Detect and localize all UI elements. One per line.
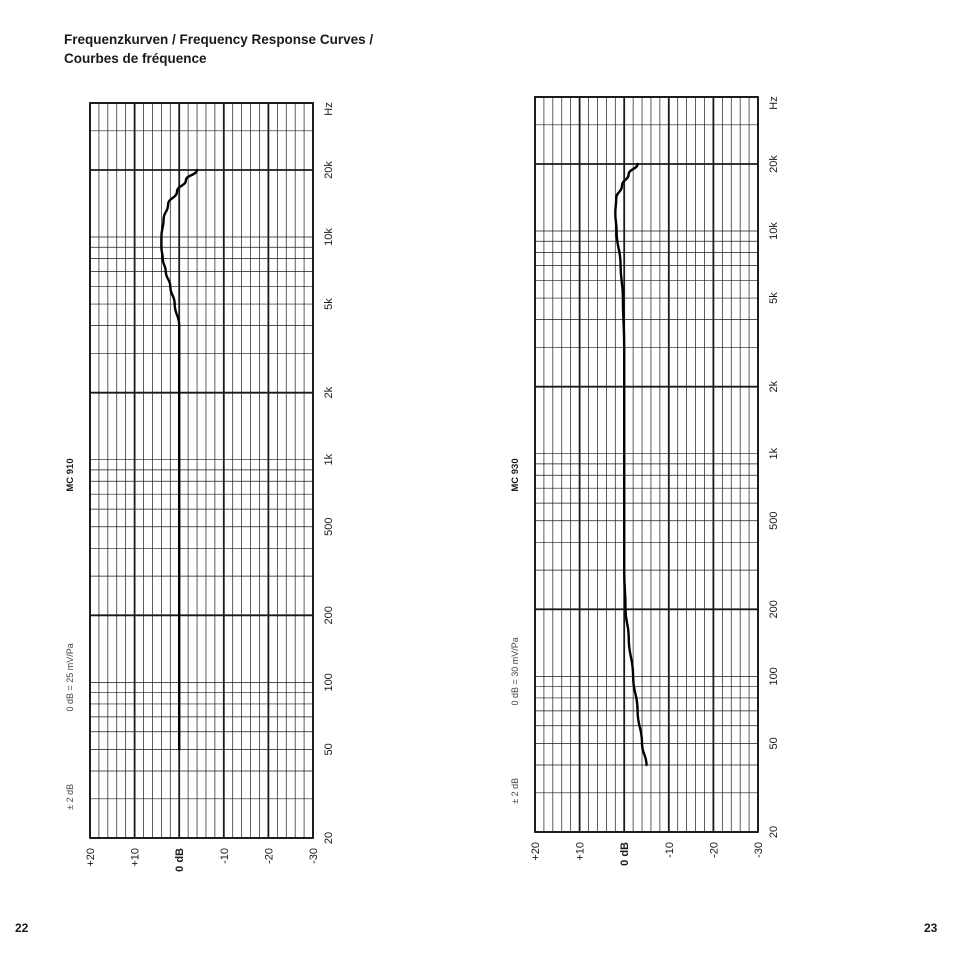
page-number-left: 22	[15, 921, 29, 935]
mc-930-freq-tick-label: 500	[768, 511, 780, 530]
mc-910-freq-tick-label: 1k	[323, 453, 335, 466]
mc-910-freq-tick-label: 500	[323, 517, 335, 536]
mc-930-freq-tick-label: 10k	[768, 222, 780, 240]
mc-910-tolerance-label: ± 2 dB	[65, 783, 75, 810]
mc-930-freq-tick-label: 5k	[768, 292, 780, 304]
mc-930-tolerance-label: ± 2 dB	[510, 777, 520, 804]
mc-930-freq-tick-label: 20k	[768, 155, 780, 173]
mc-910-plot-area	[90, 103, 313, 838]
mc-910-db-tick-label: +10	[129, 848, 142, 867]
mc-930-db-tick-label: -10	[663, 842, 676, 858]
mc-910-db-tick-label: 0 dB	[174, 848, 187, 872]
mc-910-freq-tick-label: 5k	[323, 298, 335, 310]
mc-910-freq-tick-label: 100	[323, 673, 335, 692]
mc-930-model-label: MC 930	[510, 458, 521, 492]
mc-910-freq-tick-label: 50	[323, 743, 335, 756]
mc-930-db-tick-label: -20	[708, 842, 721, 858]
mc-910-sensitivity-label: 0 dB = 25 mV/Pa	[65, 643, 75, 712]
mc-910-db-tick-label: -30	[308, 848, 320, 864]
mc-930-sensitivity-label: 0 dB = 30 mV/Pa	[510, 637, 520, 706]
mc-910-freq-tick-label: 20	[323, 831, 335, 845]
mc-910-freq-tick-label: 2k	[323, 386, 335, 399]
mc-930-freq-tick-label: 50	[768, 737, 780, 750]
mc-910-db-tick-label: -20	[263, 848, 276, 864]
mc-910-db-tick-label: -10	[218, 848, 231, 864]
mc-930-freq-tick-label: 1k	[768, 447, 780, 460]
mc-930-db-tick-label: 0 dB	[619, 842, 632, 866]
mc-910-model-label: MC 910	[65, 458, 76, 492]
mc-930-plot-area	[535, 97, 758, 832]
mc-930-freq-tick-label: 200	[768, 600, 780, 619]
mc-910-freq-tick-label: 200	[323, 606, 335, 625]
mc-910-freq-tick-label: 10k	[323, 228, 335, 246]
mc-910-freq-tick-label: 20k	[323, 161, 335, 179]
mc-930-freq-tick-label: 2k	[768, 380, 780, 393]
mc-930-freq-tick-label: 20	[768, 825, 780, 839]
title-line-2: Courbes de fréquence	[64, 51, 207, 66]
mc-910-freq-unit-label: Hz	[323, 102, 335, 116]
mc-930-db-tick-label: -30	[753, 842, 765, 858]
mc-930-db-tick-label: +10	[574, 842, 587, 861]
title-line-1: Frequenzkurven / Frequency Response Curves /	[64, 32, 374, 47]
mc-930-freq-unit-label: Hz	[768, 96, 780, 110]
mc-930-db-tick-label: +20	[530, 842, 542, 861]
mc-910-db-tick-label: +20	[85, 848, 97, 867]
page-number-right: 23	[924, 921, 938, 935]
mc-930-freq-tick-label: 100	[768, 667, 780, 686]
